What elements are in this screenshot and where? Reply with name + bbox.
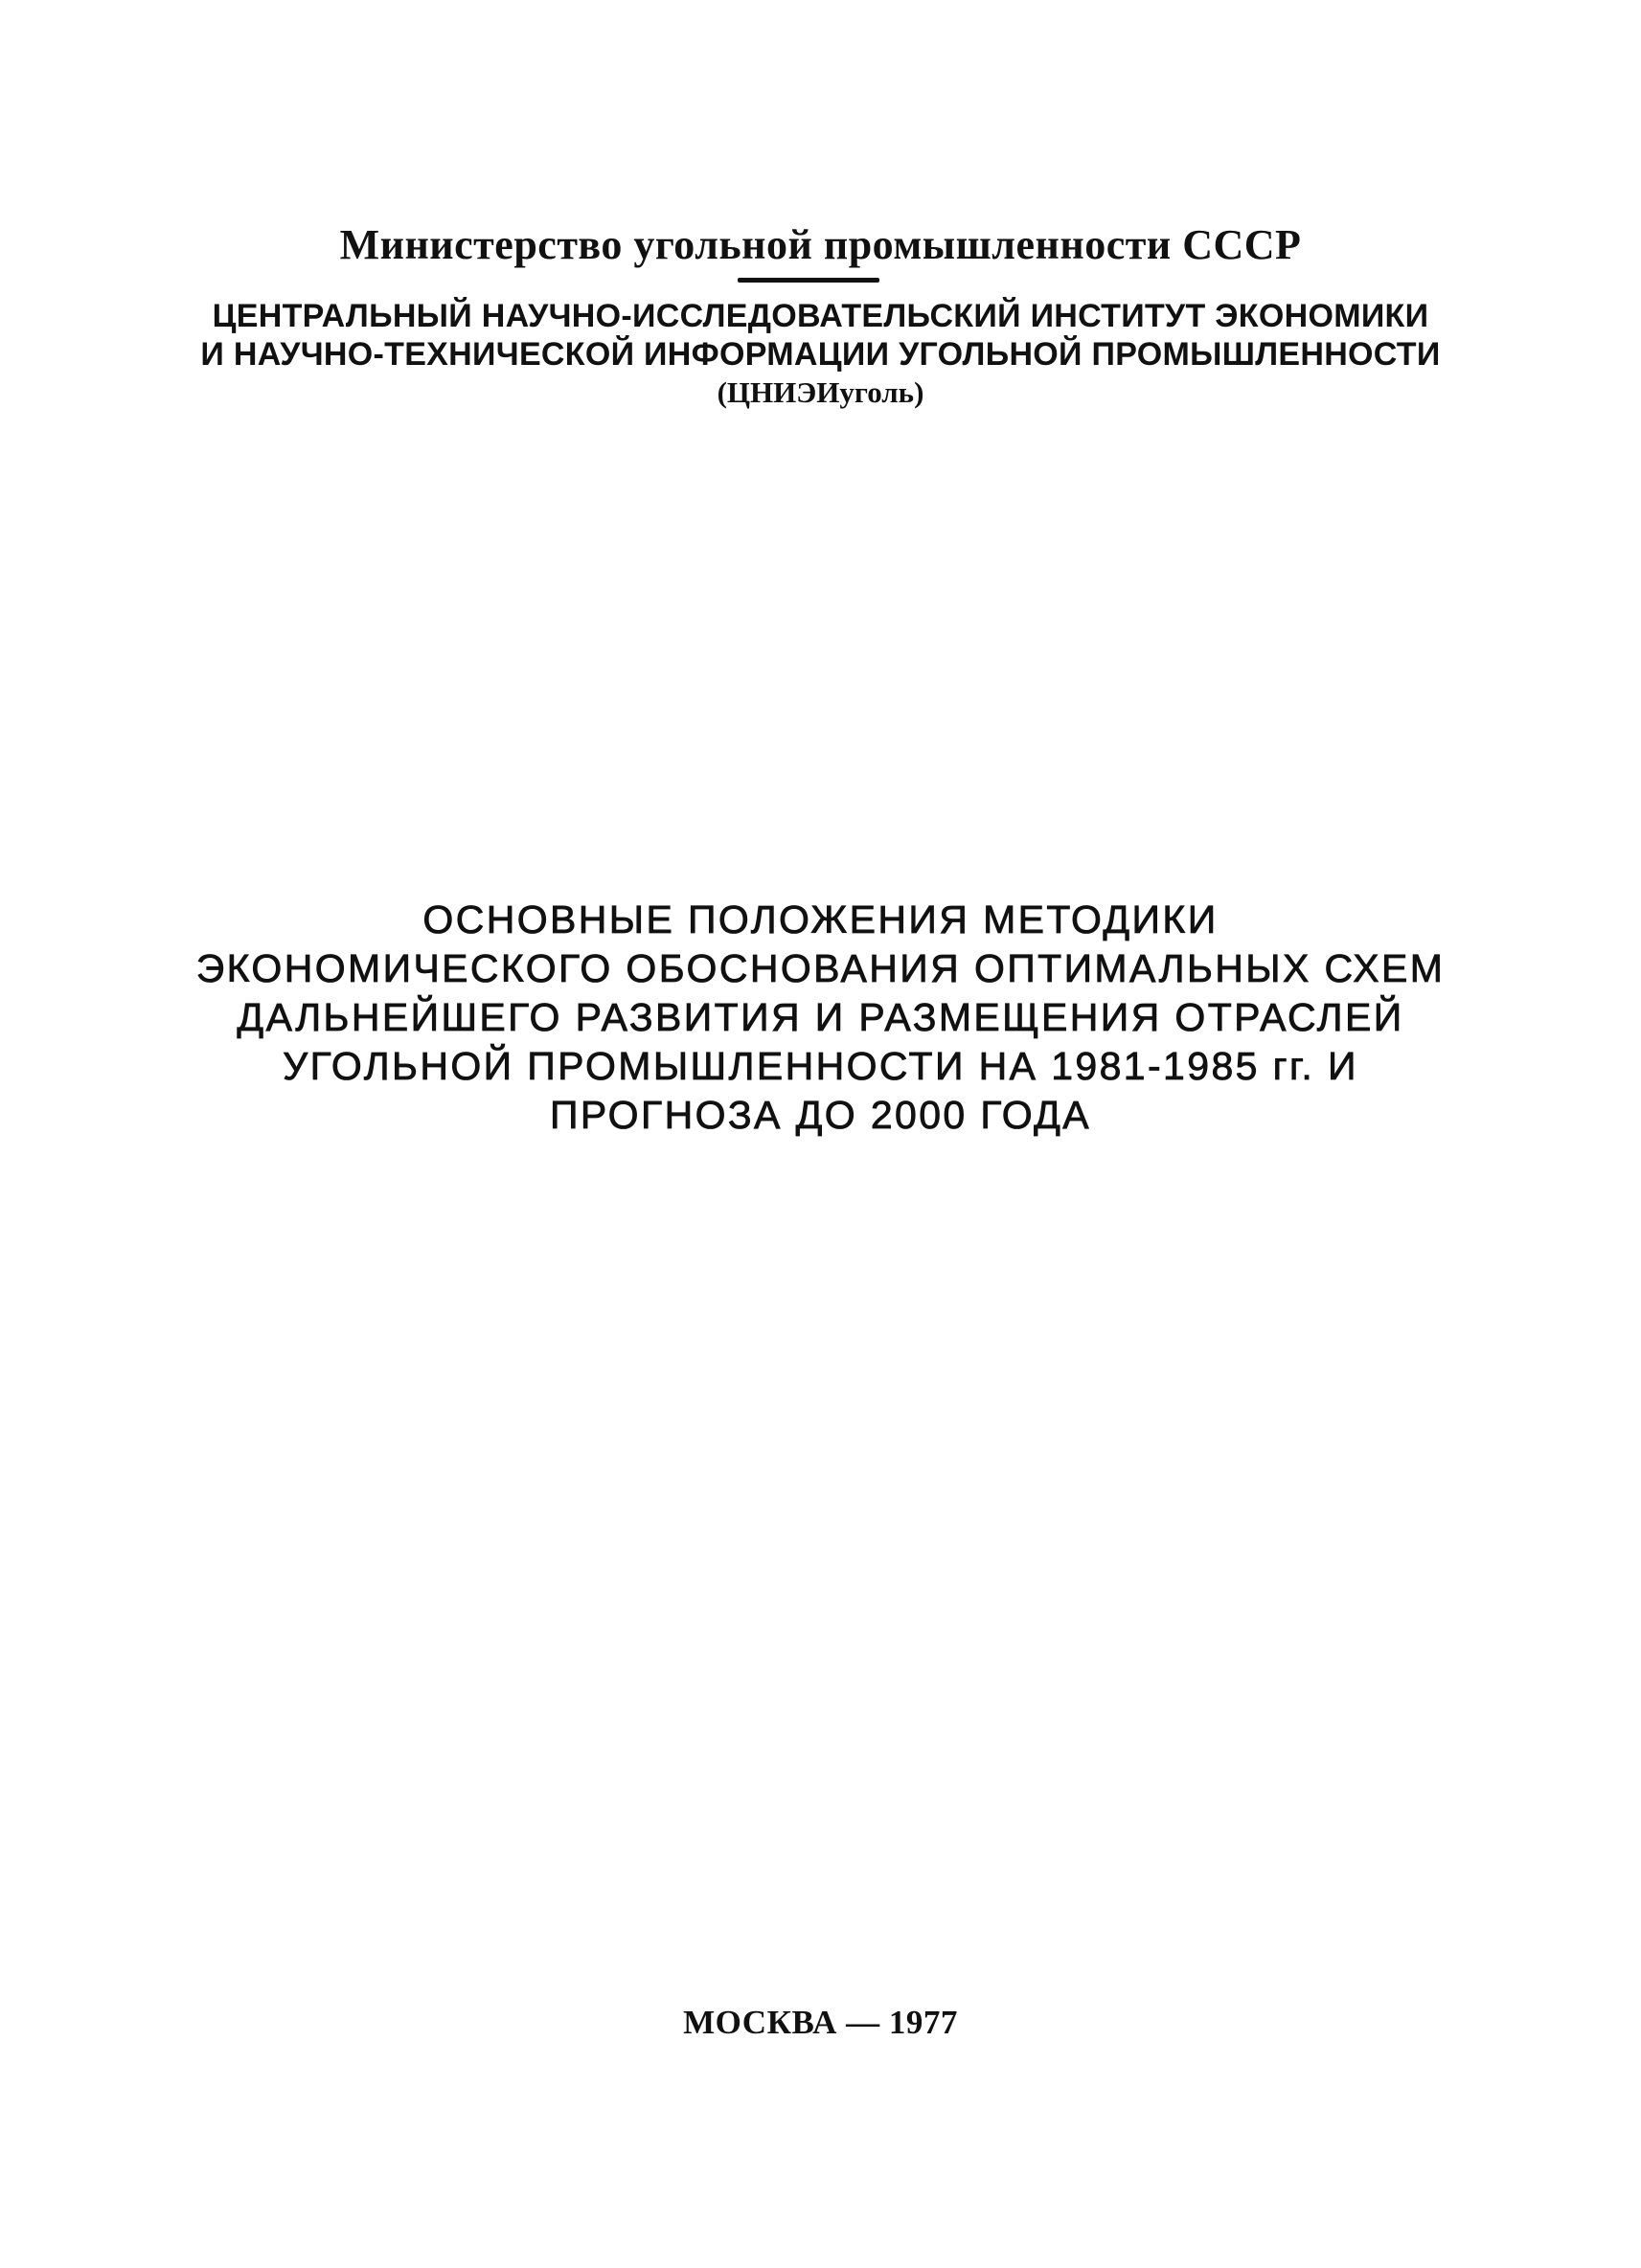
title-line-2: ЭКОНОМИЧЕСКОГО ОБОСНОВАНИЯ ОПТИМАЛЬНЫХ СХЕМ — [195, 946, 1446, 990]
ministry-name: Министерство угольной промышленности СССР — [339, 221, 1302, 268]
title-line-1: ОСНОВНЫЕ ПОЛОЖЕНИЯ МЕТОДИКИ — [422, 897, 1219, 941]
institute-name-line-1: ЦЕНТРАЛЬНЫЙ НАУЧНО-ИССЛЕДОВАТЕЛЬСКИЙ ИНСТИТУТ ЭКОНОМИКИ — [212, 298, 1429, 334]
document-title — [0, 896, 1641, 1140]
title-line-5: ПРОГНОЗА ДО 2000 ГОДА — [549, 1093, 1092, 1137]
title-line-4: УГОЛЬНОЙ ПРОМЫШЛЕННОСТИ НА 1981-1985 гг. И — [283, 1044, 1358, 1088]
title-line-3: ДАЛЬНЕЙШЕГО РАЗВИТИЯ И РАЗМЕЩЕНИЯ ОТРАСЛЕЙ — [237, 995, 1404, 1039]
institute-name-line-2: И НАУЧНО-ТЕХНИЧЕСКОЙ ИНФОРМАЦИИ УГОЛЬНОЙ ПРОМЫШЛЕННОСТИ — [200, 336, 1441, 373]
ministry-underline — [738, 278, 879, 283]
city-year-imprint: МОСКВА — 1977 — [683, 2004, 958, 2041]
institute-abbreviation: (ЦНИЭИуголь) — [717, 375, 924, 409]
institute-block — [0, 297, 1641, 412]
